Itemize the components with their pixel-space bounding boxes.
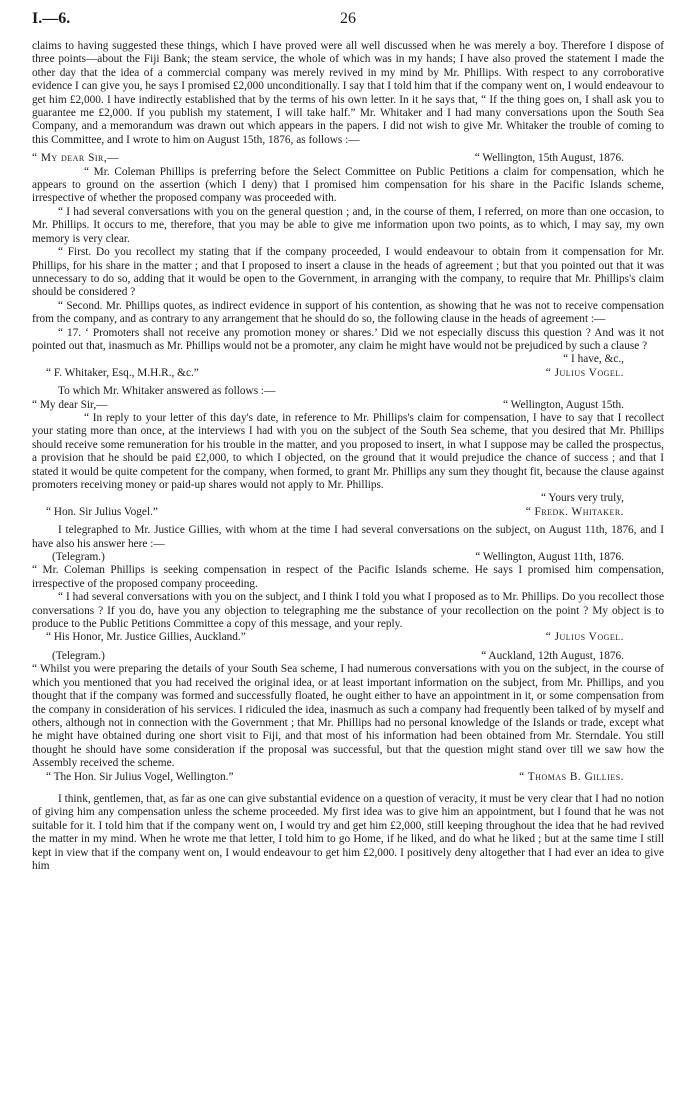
page-header — [32, 0, 664, 40]
letter-paragraph: “ In reply to your letter of this day's date, in reference to Mr. Phillips's claim for compensation, I have to say that I recollect your stating more than once, at the interviews I had with you on the subject of the South Sea scheme, that you desired that Mr. Phillips should receive some remuneration for his trouble in the matter, and you proposed to insert, in what I suppose may be called the prospectus, a provision that he should be paid £2,000, to which I objected, on the ground that it would prejudice the chance of success ; and that I stated it would be quite competent for the company, when formed, to grant Mr. Phillips any sum they thought fit, because the clause against promoters receiving money or paid-up shares would not apply to Mr. Phillips. — [32, 411, 664, 491]
salutation: “ My dear Sir,— — [32, 398, 108, 411]
telegram-heading — [32, 551, 664, 564]
letter-whitaker-reply — [32, 399, 664, 520]
dateline: “ Wellington, August 15th. — [503, 398, 624, 411]
letter-closing: “ Yours very truly, — [540, 492, 624, 505]
telegram-heading — [32, 650, 664, 663]
salutation: “ My dear Sir,— — [32, 152, 119, 165]
letter-paragraph: “ 17. ‘ Promoters shall not receive any promotion money or shares.’ Did we not especially discuss this question ? And was it not pointed out that, inasmuch as Mr. Phillips would not be a promoter, any claim he might have would not be prejudiced by such a clause ? — [32, 326, 664, 352]
telegram-signoff — [32, 631, 664, 644]
signature: “ Thomas B. Gillies. — [519, 770, 624, 783]
document-body — [32, 40, 664, 873]
telegram-vogel-to-gillies — [32, 551, 664, 645]
letter-paragraph: “ Second. Mr. Phillips quotes, as indirect evidence in support of his contention, as showing that he was not to receive compensation from the company, and as contrary to any arrangement that he should do so, the following clause in the heads of agreement :— — [32, 299, 664, 326]
closing-paragraph: I think, gentlemen, that, as far as one can give substantial evidence on a question of veracity, it must be very clear that I had no notion of giving him any compensation unless the scheme proceeded. My first idea was to give him an appointment, but I found that he was not suitable for it. I told him that if the company went on, I would try and get him £2,000, still keeping throughout the idea that he had revived the matter in my mind. When he wrote me that letter, I told him to go Home, if he liked, and do what he liked ; but at the same time I still kept in view that if the company went on, I would endeavour to get him £2,000. I positively deny altogether that I had ever an idea to give him — [32, 792, 664, 872]
telegram-signoff — [32, 771, 664, 784]
signature: “ Fredk. Whitaker. — [525, 505, 624, 518]
opening-paragraph: claims to having suggested these things, which I have proved were all well discussed when he was merely a boy. Therefore I dispose of three points—about the Fiji Bank; the steam service, the whole of which was in my hands; I have also proved the statement I made the other day that the idea of a commercial company was merely revived in my mind by Mr. Phillips. With respect to any corroborative evidence I can give you, he says I promised £2,000 unconditionally. I say that I told him that if the company went on, I would endeavour to get him £2,000. I have indirectly established that by the terms of his own letter. In it he says that, “ If the thing goes on, I shall ask you to guarantee me £2,000. If you publish my statement, I will take half.” Mr. Whitaker and I had many conversations upon the South Sea Company, and a memorandum was drawn out which appears in the papers. I did not wish to give Mr. Whitaker the trouble of coming to this Committee, and I wrote to him on August 15th, 1876, as follows :— — [32, 40, 664, 146]
dateline: “ Wellington, August 11th, 1876. — [475, 551, 624, 564]
addressee: “ F. Whitaker, Esq., M.H.R., &c.” — [46, 366, 199, 379]
letter-vogel-to-whitaker — [32, 152, 664, 380]
document-reference: I.—6. — [32, 10, 71, 27]
letter-paragraph: “ First. Do you recollect my stating that if the company proceeded, I would endeavour to obtain from it compensation for Mr. Phillips, for his share in the matter ; and that I proposed to insert a clause in the heads of agreement ; but that you pointed out that it was unnecessary to do so, adding that it would be open to the Government, in arranging with the company, to require that Mr. Phillips's claim should be considered ? — [32, 246, 664, 299]
telegram-gillies-reply — [32, 650, 664, 784]
letter-heading — [32, 152, 664, 165]
letter-heading — [32, 399, 664, 412]
letter-signoff — [32, 506, 664, 519]
dateline: “ Auckland, 12th August, 1876. — [481, 649, 624, 662]
addressee: “ His Honor, Mr. Justice Gillies, Auckland.” — [46, 631, 246, 644]
signature: “ Julius Vogel. — [545, 631, 624, 644]
telegram-paragraph: “ Mr. Coleman Phillips is seeking compensation in respect of the Pacific Islands scheme. He says I promised him compensation, irrespective of the proposed company proceeding. — [32, 564, 664, 590]
letter-paragraph: “ I had several conversations with you on the general question ; and, in the course of them, I referred, on more than one occasion, to Mr. Phillips. It occurs to me, therefore, that you may be able to give me information upon two points, as to which, I may say, my own memory is very clear. — [32, 205, 664, 245]
intro-paragraph: I telegraphed to Mr. Justice Gillies, with whom at the time I had several conversations on the subject, on August 11th, 1876, and I have also his answer here :— — [32, 524, 664, 550]
intro-paragraph: To which Mr. Whitaker answered as follows :— — [58, 385, 276, 398]
telegram-paragraph: “ I had several conversations with you on the subject, and I think I told you what I proposed as to Mr. Phillips. Do you recollect those conversations ? If you do, have you any objection to telegraphing me the substance of your recollection on the point ? My object is to produce to the Public Petitions Committee a copy of this message, and your reply. — [32, 591, 664, 631]
addressee: “ Hon. Sir Julius Vogel.” — [46, 505, 158, 518]
dateline: “ Wellington, 15th August, 1876. — [474, 152, 624, 165]
telegram-label: (Telegram.) — [52, 649, 105, 662]
letter-signoff — [32, 367, 664, 380]
telegram-label: (Telegram.) — [52, 551, 105, 564]
letter-closing: “ I have, &c., — [563, 353, 624, 366]
signature: “ Julius Vogel. — [545, 366, 624, 379]
letter-paragraph: “ Mr. Coleman Phillips is preferring before the Select Committee on Public Petitions a claim for compensation, which he appears to ground on the assertion (which I deny) that I promised him compensation for his share in the Pacific Islands scheme, irrespective of whether the proposed company was proceeded with. — [32, 165, 664, 205]
telegram-paragraph: “ Whilst you were preparing the details of your South Sea scheme, I had numerous conversations with you on the subject, in the course of which you mentioned that you had received the original idea, or at least important information on the subject, from Mr. Phillips, and you thought that if the company was formed and successfully floated, he ought either to have an appointment in it, or some compensation from the company in consideration of his services. I ridiculed the idea, inasmuch as such a company had frequently been talked of by myself and others, although not in connection with the Government ; that Mr. Phillips had no personal knowledge of the Islands or trade, except what he might have obtained during one short visit to Fiji, and that most of his information had been obtained from Mr. Sterndale. You still thought he should have some consideration if the proposal was successful, but that the question might stand over till we saw how the Assembly received the scheme. — [32, 663, 664, 770]
addressee: “ The Hon. Sir Julius Vogel, Wellington.” — [46, 770, 234, 783]
page-number: 26 — [340, 10, 356, 27]
